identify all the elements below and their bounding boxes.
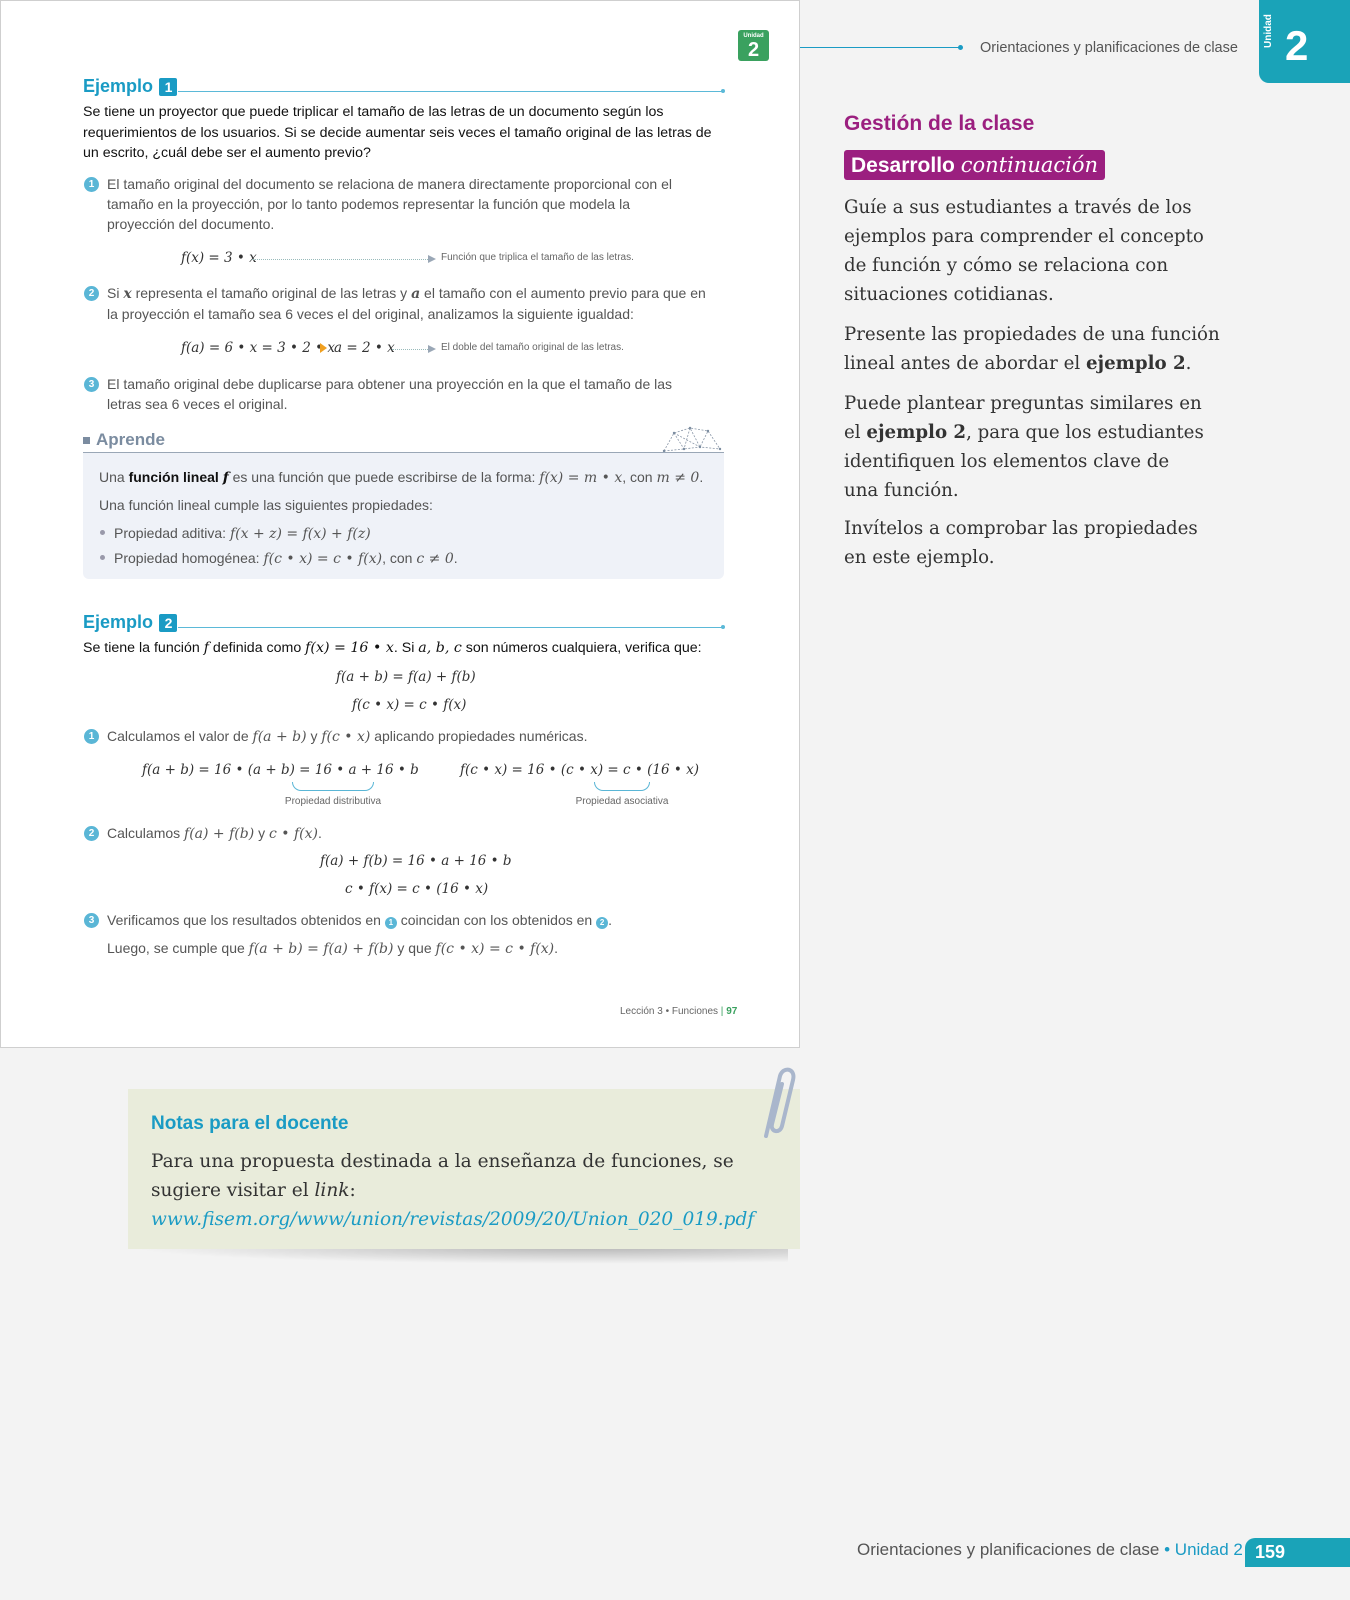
- e2-prompt-formula: f(x) = 16 • x: [305, 640, 394, 656]
- ejemplo2-step1-text: [107, 726, 587, 747]
- header-rule-dot: [958, 45, 963, 50]
- p3-bold: ejemplo 2: [866, 422, 967, 443]
- ejemplo1-label: Ejemplo: [83, 76, 154, 96]
- p2-prefix: Presente las propiedades de una función lineal antes de abordar el: [844, 324, 1220, 374]
- ejemplo2-verify1: f(a + b) = f(a) + f(b): [336, 669, 476, 685]
- desarrollo-bold: Desarrollo: [851, 154, 955, 177]
- ejemplo2-res2: c • f(x) = c • (16 • x): [345, 881, 489, 897]
- def-bold: función lineal: [128, 469, 219, 485]
- e2-prompt-f: f: [203, 640, 209, 656]
- page-number-tab: 159: [1245, 1538, 1350, 1567]
- concl-f2: f(c • x) = c • f(x): [435, 941, 555, 957]
- ejemplo2-step1-number: 1: [84, 729, 99, 744]
- arrow-right-icon: [428, 345, 436, 353]
- step2-rest: el tamaño con el aumento previo para que en la proyección el tamaño sea 6 veces el del original, analizamos la siguiente igualdad:: [107, 285, 706, 322]
- ejemplo2-step3-number: 3: [84, 913, 99, 928]
- teacher-paragraph-4: Invítelos a comprobar las propiedades en este ejemplo.: [844, 518, 1198, 568]
- e2s2-end: .: [317, 825, 322, 841]
- ejemplo2-res1: f(a) + f(b) = 16 • a + 16 • b: [320, 853, 512, 869]
- prop2-cond: c ≠ 0: [416, 551, 454, 567]
- prop2-end: .: [453, 550, 458, 566]
- concl-prefix: Luego, se cumple que: [107, 940, 249, 956]
- def-var: f: [222, 470, 229, 486]
- p3-prefix: Puede plantear preguntas similares en el: [844, 393, 1202, 443]
- prop1-label: Propiedad aditiva:: [114, 525, 230, 541]
- e2s3-ref2: 2: [596, 917, 608, 929]
- prop2-suffix: , con: [382, 550, 417, 566]
- def-prefix: Una: [99, 469, 129, 485]
- def-end: .: [699, 469, 704, 485]
- ejemplo2-conclusion: [107, 938, 558, 959]
- ejemplo1-note2: El doble del tamaño original de las letras.: [441, 342, 624, 353]
- p3-end: , para que los estudiantes identifiquen los elementos clave de una función.: [844, 422, 1204, 501]
- e2s1-end: aplicando propiedades numéricas.: [370, 728, 588, 744]
- aprende-title-text: Aprende: [96, 430, 165, 449]
- header-rule: [800, 47, 960, 48]
- ejemplo1-number: 1: [159, 78, 177, 96]
- e2s3-ref1: 1: [385, 917, 397, 929]
- paperclip-icon: [752, 1064, 798, 1140]
- ejemplo1-note1-leader: [252, 259, 428, 260]
- aprende-props-intro: Una función lineal cumple las siguientes propiedades:: [99, 497, 433, 513]
- teacher-paragraph-1: Guíe a sus estudiantes a través de los ejemplos para comprender el concepto de función y cómo se relaciona con situaciones cotidianas.: [844, 197, 1204, 305]
- ejemplo1-step1-text: El tamaño original del documento se relaciona de manera directamente proporcional con el tamaño en la proyección, por lo tanto podemos representar la función que modela la proyección del documento.: [107, 176, 672, 232]
- footer-lesson: Lección 3 • Funciones: [620, 1006, 719, 1017]
- aprende-prop2: [114, 548, 458, 569]
- ejemplo1-note2-leader: [392, 349, 428, 350]
- concl-end: .: [554, 940, 559, 956]
- unit-badge-number: 2: [747, 39, 760, 61]
- def-formula: f(x) = m • x: [539, 470, 623, 486]
- ejemplo1-formula2-left: f(a) = 6 • x = 3 • 2 • x: [181, 340, 335, 356]
- bullet-icon: [100, 530, 105, 535]
- bullet-icon: [100, 555, 105, 560]
- prop1-formula: f(x + z) = f(x) + f(z): [229, 526, 371, 542]
- def-suffix: , con: [622, 469, 657, 485]
- ejemplo1-heading: [83, 76, 723, 100]
- unit-tab: [1259, 0, 1350, 83]
- concl-mid: y que: [393, 940, 436, 956]
- unit-badge-label: Unidad: [743, 33, 764, 39]
- notes-text-colon: :: [349, 1180, 356, 1201]
- p2-end: .: [1185, 353, 1192, 374]
- page-footer: [857, 1540, 1243, 1560]
- unit-tab-number: 2: [1285, 22, 1309, 69]
- def-mid: es una función que puede escribirse de la forma:: [228, 469, 540, 485]
- prop2-formula: f(c • x) = c • f(x): [263, 551, 383, 567]
- e2s1-mid: y: [306, 728, 322, 744]
- desarrollo-italic: continuación: [960, 153, 1099, 177]
- def-cond: m ≠ 0: [656, 470, 700, 486]
- e2s3-prefix: Verificamos que los resultados obtenidos en: [107, 912, 385, 928]
- aprende-definition: [99, 467, 719, 488]
- e2-prompt-prefix: Se tiene la función: [83, 640, 204, 656]
- unit-tab-label: Unidad: [1263, 14, 1274, 48]
- e2-prompt-end: son números cualquiera, verifica que:: [461, 640, 702, 656]
- aprende-prop1: [114, 523, 371, 544]
- arrow-right-icon: [428, 255, 436, 263]
- teacher-paragraph-2: [844, 320, 1224, 378]
- implies-arrow-icon: [320, 343, 327, 353]
- ejemplo2-step2-number: 2: [84, 826, 99, 841]
- ejemplo1-rule: [178, 91, 723, 92]
- e2s2-prefix: Calculamos: [107, 825, 185, 841]
- footer-text: Orientaciones y planificaciones de clase: [857, 1540, 1160, 1559]
- teacher-paragraph-3: [844, 389, 1204, 505]
- ejemplo2-number: 2: [159, 614, 177, 632]
- ejemplo2-rule-dot: [721, 625, 725, 629]
- ejemplo2-verify2: f(c • x) = c • f(x): [352, 697, 467, 713]
- e2s1-f1: f(a + b): [252, 729, 307, 745]
- e2-prompt-vars: a, b, c: [418, 640, 462, 656]
- p2-bold: ejemplo 2: [1085, 353, 1186, 374]
- desarrollo-label: [844, 150, 1105, 180]
- e2s2-mid: y: [254, 825, 269, 841]
- ejemplo2-rule: [178, 627, 723, 628]
- e2s2-f2: c • f(x): [268, 826, 318, 842]
- ejemplo2-step2-text: [107, 823, 322, 844]
- brace-label-asociativa: Propiedad asociativa: [575, 796, 669, 807]
- prop2-label: Propiedad homogénea:: [114, 550, 264, 566]
- brace-label-distributiva: Propiedad distributiva: [284, 796, 382, 807]
- polyhedron-decoration-icon: [660, 425, 724, 453]
- notes-text: [151, 1147, 781, 1234]
- aprende-title: [83, 430, 165, 450]
- notes-title: Notas para el docente: [151, 1113, 349, 1134]
- student-page-footer: [620, 1006, 737, 1017]
- ejemplo1-step3-number: 3: [84, 377, 99, 392]
- ejemplo2-heading: [83, 612, 723, 636]
- footer-separator: |: [720, 1006, 724, 1017]
- brace-asociativa: [594, 782, 650, 791]
- ejemplo1-step2-number: 2: [84, 286, 99, 301]
- square-bullet-icon: [83, 437, 90, 444]
- step2-var-x: x: [123, 286, 132, 302]
- ejemplo2-label: Ejemplo: [83, 612, 154, 632]
- notes-link[interactable]: www.fisem.org/www/union/revistas/2009/20/Union_020_019.pdf: [151, 1209, 755, 1230]
- ejemplo1-step3-text: El tamaño original debe duplicarse para obtener una proyección en la que el tamaño de las letras sea 6 veces el original.: [107, 376, 673, 412]
- step2-prefix: Si: [107, 285, 124, 301]
- ejemplo1-step1-number: 1: [84, 177, 99, 192]
- footer-bullet: •: [1159, 1540, 1175, 1559]
- ejemplo1-rule-dot: [721, 89, 725, 93]
- ejemplo1-note1: Función que triplica el tamaño de las letras.: [441, 252, 634, 263]
- step2-var-a: a: [411, 286, 421, 302]
- e2s1-f2: f(c • x): [321, 729, 371, 745]
- e2s3-mid: coincidan con los obtenidos en: [396, 912, 597, 928]
- ejemplo1-formula2-right: a = 2 • x: [334, 340, 395, 356]
- notes-text-italic: link: [314, 1180, 350, 1201]
- ejemplo1-formula1: f(x) = 3 • x: [181, 250, 257, 266]
- gestion-title: Gestión de la clase: [844, 112, 1035, 135]
- e2-prompt-mid: definida como: [208, 640, 306, 656]
- footer-unit: Unidad 2: [1174, 1540, 1243, 1559]
- ejemplo1-step2-text: [107, 283, 707, 324]
- e2s2-f1: f(a) + f(b): [184, 826, 255, 842]
- e2s3-end: .: [608, 912, 612, 928]
- ejemplo1-prompt: Se tiene un proyector que puede triplicar el tamaño de las letras de un documento según los requerimientos de los usuarios. Si se decide aumentar seis veces el tamaño original de las letras de un escrito, ¿cuál debe ser el aumento previo?: [83, 104, 712, 161]
- concl-f1: f(a + b) = f(a) + f(b): [248, 941, 394, 957]
- ejemplo2-calc-right: f(c • x) = 16 • (c • x) = c • (16 • x): [460, 762, 699, 778]
- ejemplo2-prompt: [83, 638, 702, 659]
- notes-text-prefix: Para una propuesta destinada a la enseñanza de funciones, se sugiere visitar el: [151, 1151, 734, 1201]
- brace-distributiva: [292, 782, 374, 791]
- e2-prompt-mid2: . Si: [393, 640, 419, 656]
- footer-page-number: 97: [726, 1006, 738, 1017]
- e2s1-prefix: Calculamos el valor de: [107, 728, 253, 744]
- step2-mid: representa el tamaño original de las letras y: [131, 285, 412, 301]
- ejemplo2-step3-text: [107, 910, 612, 930]
- unit-badge: [738, 30, 769, 61]
- header-title: Orientaciones y planificaciones de clase: [980, 40, 1238, 56]
- ejemplo2-calc-left: f(a + b) = 16 • (a + b) = 16 • a + 16 • b: [142, 762, 419, 778]
